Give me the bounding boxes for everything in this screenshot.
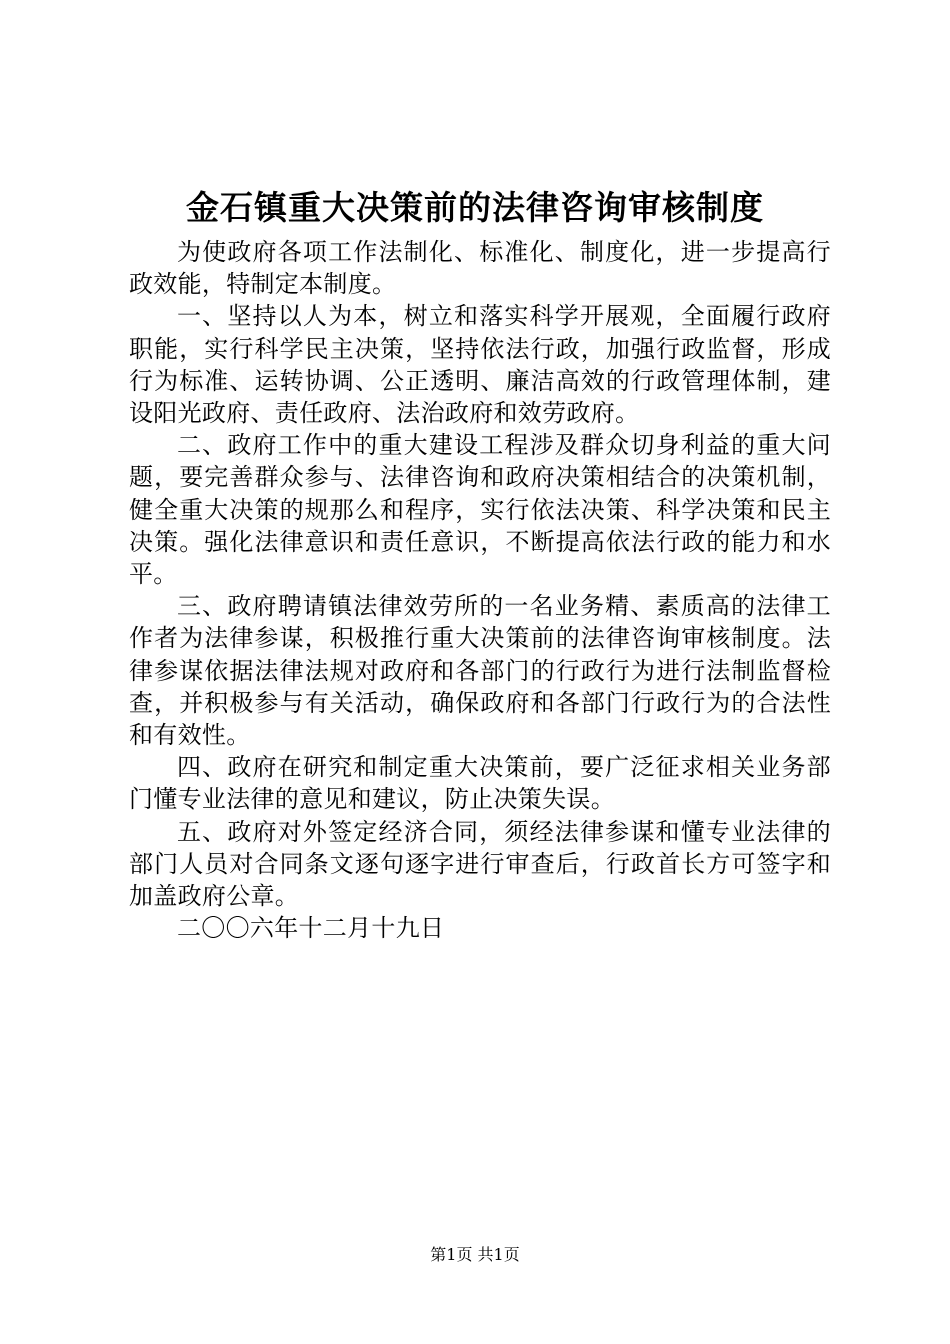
intro-paragraph: 为使政府各项工作法制化、标准化、制度化，进一步提高行政效能，特制定本制度。	[129, 238, 831, 299]
clause-4-paragraph: 四、政府在研究和制定重大决策前，要广泛征求相关业务部门懂专业法律的意见和建议，防止决策失误。	[129, 753, 831, 814]
clause-5-paragraph: 五、政府对外签定经济合同，须经法律参谋和懂专业法律的部门人员对合同条文逐句逐字进行审查后，行政首长方可签字和加盖政府公章。	[129, 817, 831, 911]
document-body	[129, 236, 831, 944]
document-title: 金石镇重大决策前的法律咨询审核制度	[186, 188, 764, 227]
page-number-footer: 第1页 共1页	[430, 1245, 520, 1264]
clause-3-paragraph: 三、政府聘请镇法律效劳所的一名业务精、素质高的法律工作者为法律参谋，积极推行重大决策前的法律咨询审核制度。法律参谋依据法律法规对政府和各部门的行政行为进行法制监督检查，并积极参与有关活动，确保政府和各部门行政行为的合法性和有效性。	[129, 592, 831, 750]
clause-1-paragraph: 一、坚持以人为本，树立和落实科学开展观，全面履行政府职能，实行科学民主决策，坚持依法行政，加强行政监督，形成行为标准、运转协调、公正透明、廉洁高效的行政管理体制，建设阳光政府、责任政府、法治政府和效劳政府。	[129, 302, 831, 428]
clause-2-paragraph: 二、政府工作中的重大建设工程涉及群众切身利益的重大问题，要完善群众参与、法律咨询和政府决策相结合的决策机制，健全重大决策的规那么和程序，实行依法决策、科学决策和民主决策。强化法律意识和责任意识，不断提高依法行政的能力和水平。	[129, 431, 831, 589]
date-line: 二〇〇六年十二月十九日	[177, 914, 445, 943]
